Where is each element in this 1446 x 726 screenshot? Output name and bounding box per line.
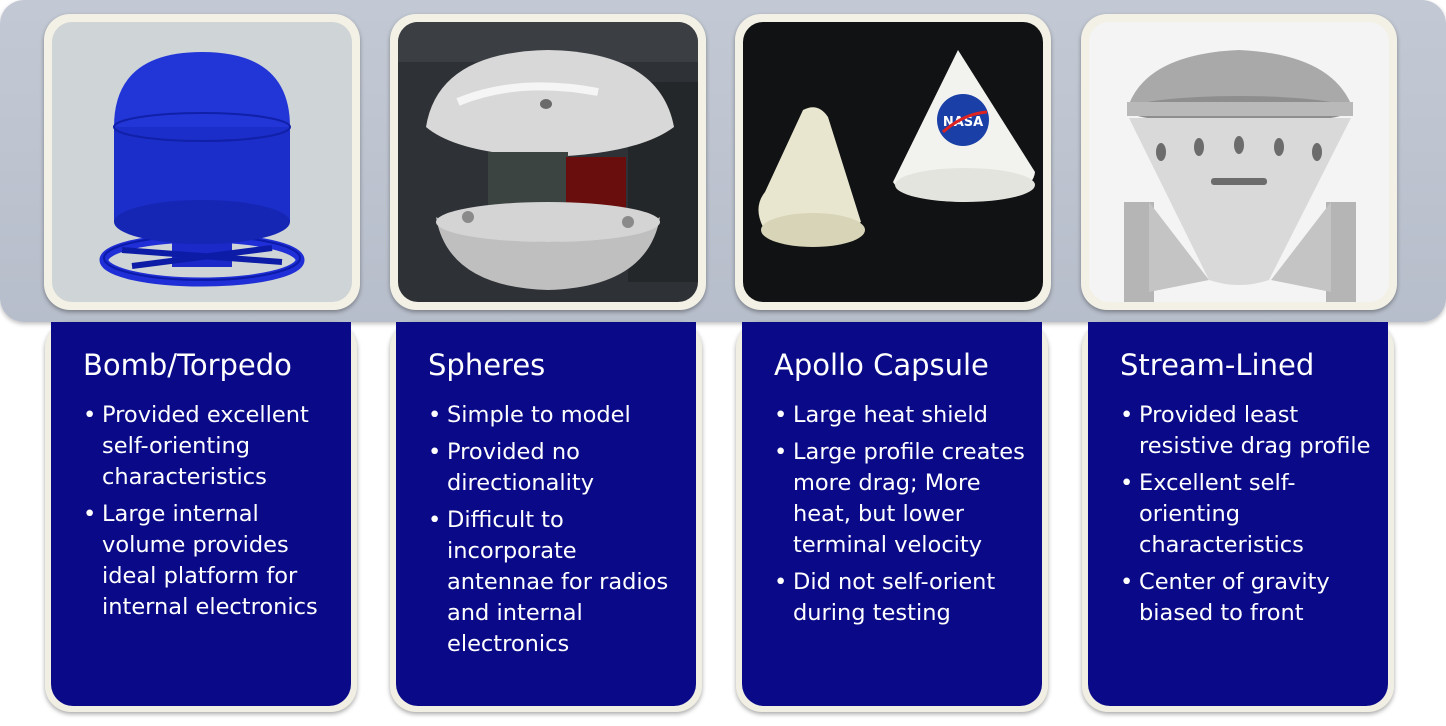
- bullet-item: • Provided no directionality: [428, 439, 595, 496]
- bullet-item: • Center of gravity biased to front: [1120, 569, 1330, 626]
- card-spheres: [390, 322, 702, 712]
- bullet-item: • Large profile creates more drag; More heat, but lower terminal velocity: [774, 439, 1025, 558]
- card-apollo-capsule: [736, 322, 1048, 712]
- bullet-item: • Did not self-orient during testing: [774, 569, 996, 626]
- card-title: Bomb/Torpedo: [83, 348, 292, 382]
- bullet-item: • Excellent self-orienting characteristics: [1120, 470, 1304, 558]
- bullet-list: [428, 400, 680, 666]
- bullet-item: • Provided excellent self-orienting characteristics: [83, 402, 309, 490]
- capsule-image: [735, 14, 1051, 310]
- nasa-logo: NASA: [942, 115, 984, 130]
- card-title: Stream-Lined: [1120, 348, 1315, 382]
- bullet-item: • Difficult to incorporate antennae for radios and internal electronics: [428, 507, 669, 657]
- bullet-item: • Large internal volume provides ideal platform for internal electronics: [83, 501, 318, 620]
- sphere-image: [390, 14, 706, 310]
- card-stream-lined: [1082, 322, 1394, 712]
- bullet-item: • Simple to model: [428, 402, 631, 428]
- card-bomb-torpedo: [45, 322, 357, 712]
- bullet-list: [1120, 400, 1372, 635]
- bullet-item: • Provided least resistive drag profile: [1120, 402, 1371, 459]
- card-title: Apollo Capsule: [774, 348, 989, 382]
- streamlined-image: [1081, 14, 1397, 310]
- torpedo-image: [44, 14, 360, 310]
- card-title: Spheres: [428, 348, 546, 382]
- bullet-item: • Large heat shield: [774, 402, 988, 428]
- bullet-list: [774, 400, 1026, 635]
- bullet-list: [83, 400, 335, 629]
